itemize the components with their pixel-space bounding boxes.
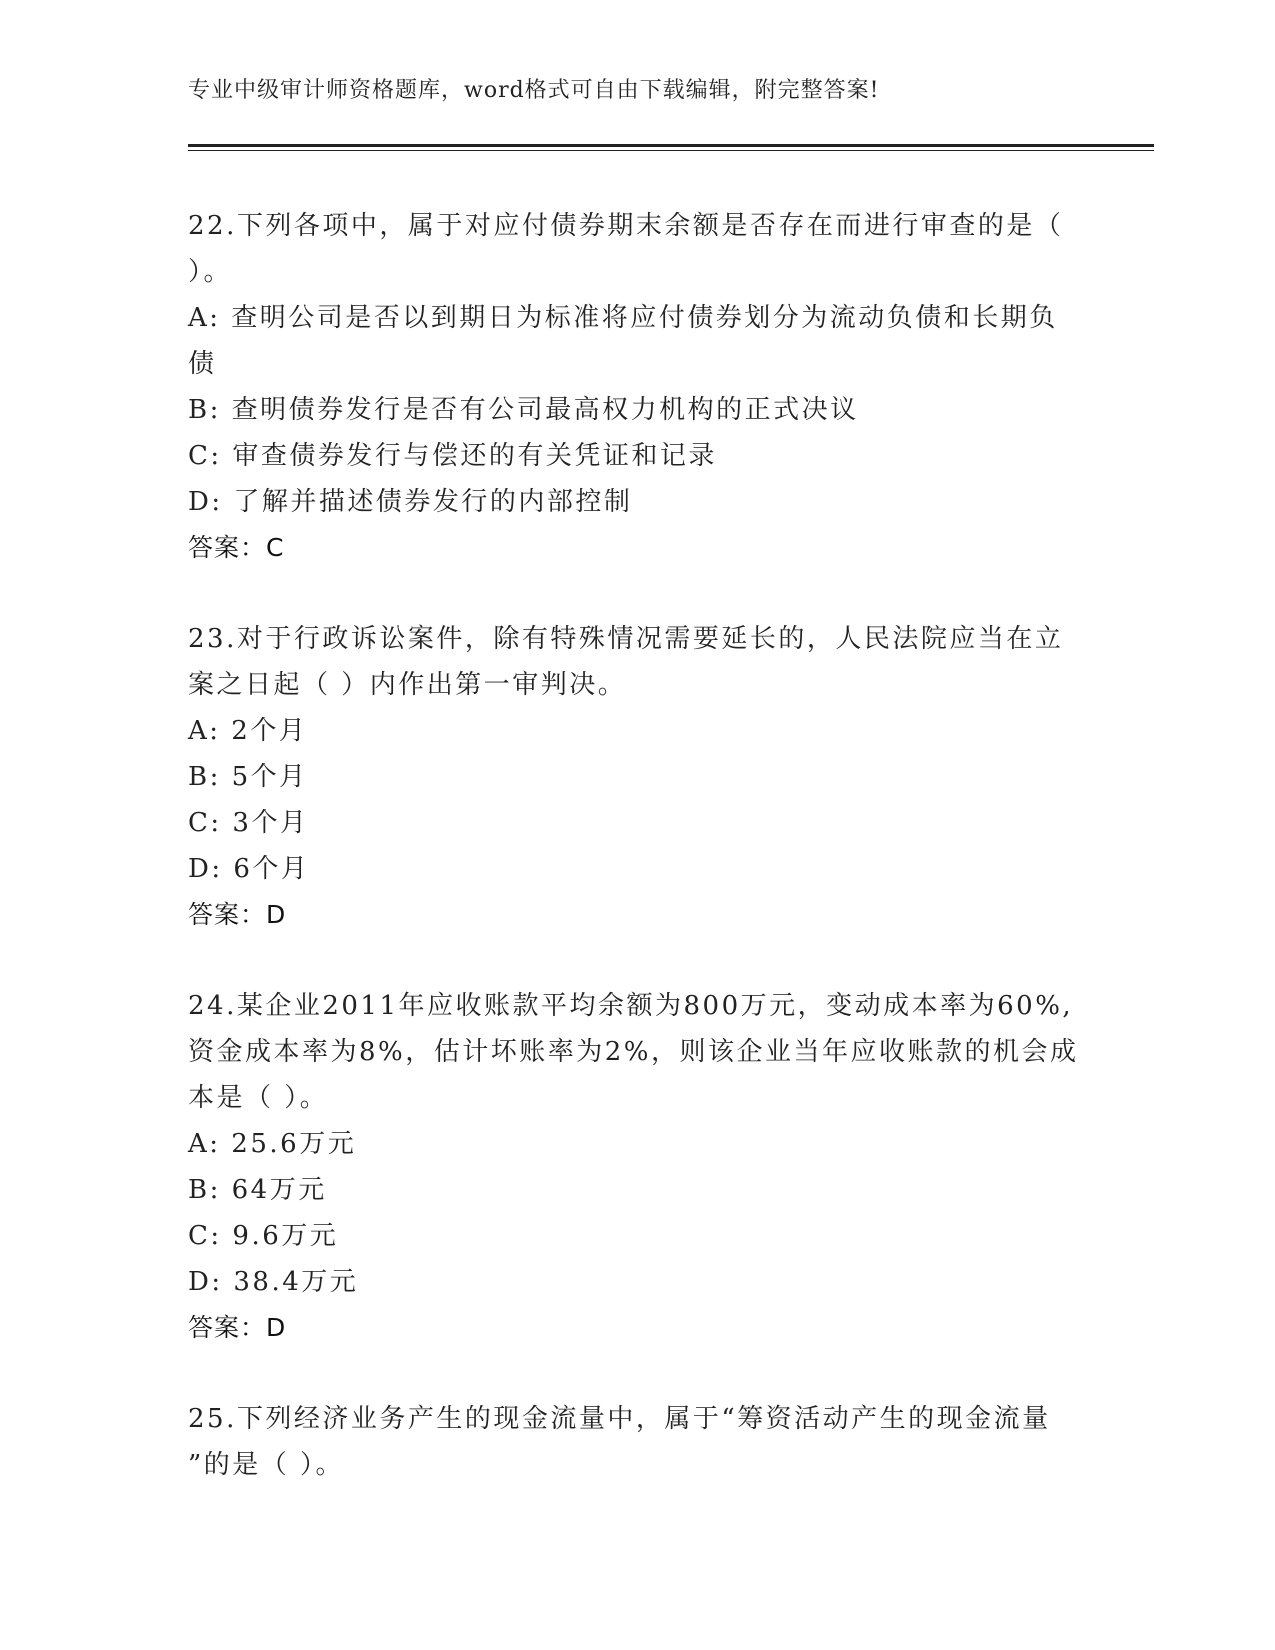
question-stem-line: 25.下列经济业务产生的现金流量中，属于“筹资活动产生的现金流量 [188,1404,1051,1434]
option-d: D: 了解并描述债券发行的内部控制 [188,487,633,517]
option-c: C: 9.6万元 [188,1221,339,1251]
question-stem-line: 资金成本率为8%，估计坏账率为2%，则该企业当年应收账款的机会成 [188,1037,1079,1067]
question-23 [188,616,1088,938]
answer-line: 答案：D [188,1313,287,1342]
header-rule-thick [188,144,1154,147]
question-stem-line: ”的是（ ）。 [188,1450,345,1480]
answer-line: 答案：C [188,533,285,562]
question-list [188,203,1088,1533]
question-22 [188,203,1088,571]
option-c: C: 3个月 [188,808,309,838]
question-stem-line: ）。 [188,257,233,287]
question-stem-line: 23.对于行政诉讼案件，除有特殊情况需要延长的，人民法院应当在立 [188,624,1064,654]
option-b: B: 查明债券发行是否有公司最高权力机构的正式决议 [188,395,859,425]
header-rule-thin [188,150,1154,151]
option-d: D: 6个月 [188,854,310,884]
question-stem-line: 案之日起（ ）内作出第一审判决。 [188,670,627,700]
option-d: D: 38.4万元 [188,1267,359,1297]
option-a: A: 25.6万元 [188,1129,357,1159]
question-24 [188,983,1088,1351]
option-a-continued: 债 [188,349,217,379]
option-a: A: 2个月 [188,716,308,746]
page-header: 专业中级审计师资格题库，word格式可自由下载编辑，附完整答案! [188,78,880,103]
question-stem-line: 本是（ ）。 [188,1083,329,1113]
option-b: B: 64万元 [188,1175,327,1205]
option-c: C: 审查债券发行与偿还的有关凭证和记录 [188,441,717,471]
question-25 [188,1396,1088,1488]
option-b: B: 5个月 [188,762,308,792]
question-stem-line: 24.某企业2011年应收账款平均余额为800万元，变动成本率为60%, [188,991,1074,1021]
option-a: A: 查明公司是否以到期日为标准将应付债券划分为流动负债和长期负 [188,303,1058,333]
question-stem-line: 22.下列各项中，属于对应付债券期末余额是否存在而进行审查的是（ [188,211,1064,241]
answer-line: 答案：D [188,900,287,929]
